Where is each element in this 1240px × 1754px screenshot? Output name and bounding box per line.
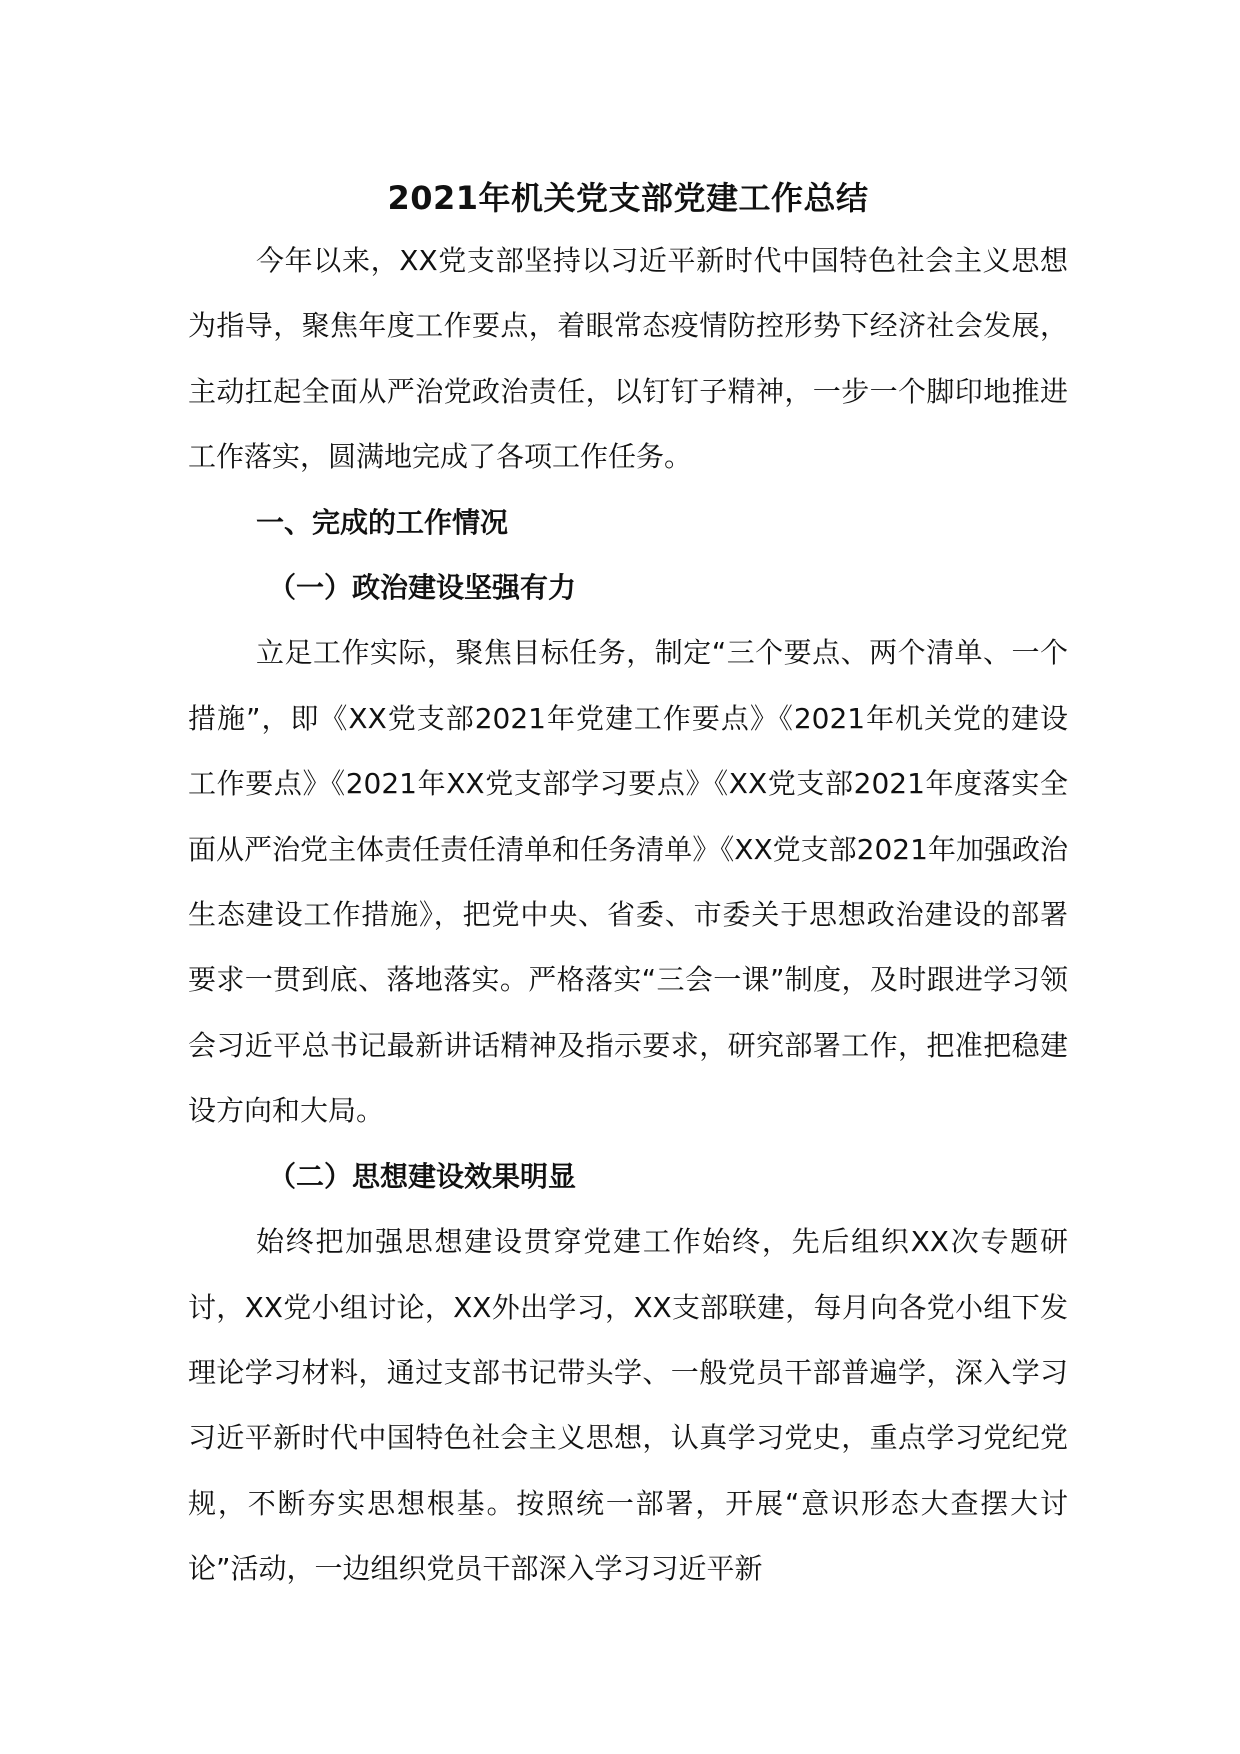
- subsection-1-paragraph: 立足工作实际，聚焦目标任务，制定“三个要点、两个清单、一个措施”，即《XX党支部2021年党建工作要点》《2021年机关党的建设工作要点》《2021年XX党支部学习要点》《XX党支部2021年度落实全面从严治党主体责任责任清单和任务清单》《XX党支部2021年加强政治生态建设工作措施》，把党中央、省委、市委关于思想政治建设的部署要求一贯到底、落地落实。严格落实“三会一课”制度，及时跟进学习领会习近平总书记最新讲话精神及指示要求，研究部署工作，把准把稳建设方向和大局。: [188, 636, 1068, 1128]
- document-title: 2021年机关党支部党建工作总结: [387, 179, 869, 217]
- intro-paragraph: 今年以来，XX党支部坚持以习近平新时代中国特色社会主义思想为指导，聚焦年度工作要点，着眼常态疫情防控形势下经济社会发展，主动扛起全面从严治党政治责任，以钉钉子精神，一步一个脚印地推进工作落实，圆满地完成了各项工作任务。: [188, 244, 1068, 474]
- section-heading-1: 一、完成的工作情况: [256, 505, 509, 539]
- document-page: [188, 170, 1068, 1602]
- subsection-heading-2: （二）思想建设效果明显: [268, 1159, 577, 1193]
- subsection-heading-1: （一）政治建设坚强有力: [268, 571, 577, 605]
- subsection-2-paragraph: 始终把加强思想建设贯穿党建工作始终，先后组织XX次专题研讨，XX党小组讨论，XX外出学习，XX支部联建，每月向各党小组下发理论学习材料，通过支部书记带头学、一般党员干部普遍学，深入学习习近平新时代中国特色社会主义思想，认真学习党史，重点学习党纪党规，不断夯实思想根基。按照统一部署，开展“意识形态大查摆大讨论”活动，一边组织党员干部深入学习习近平新: [188, 1225, 1068, 1586]
